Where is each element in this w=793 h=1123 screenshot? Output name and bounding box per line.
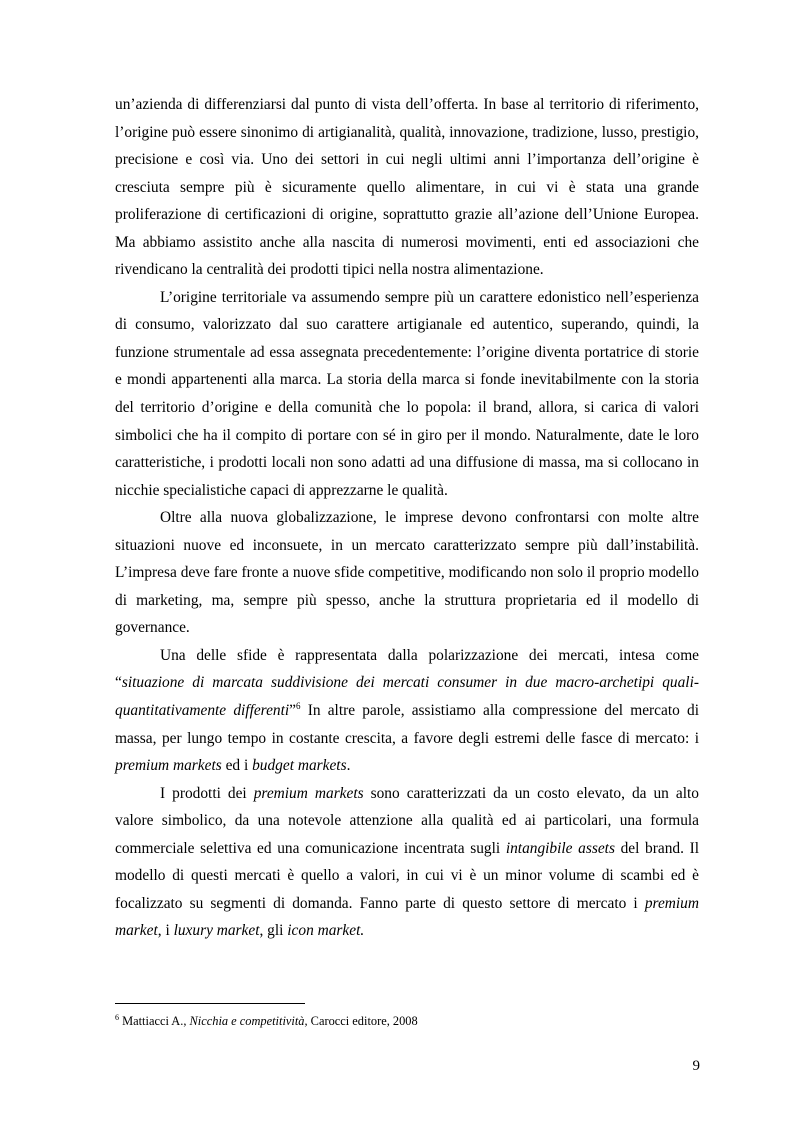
- paragraph-3: Oltre alla nuova globalizzazione, le imprese devono confrontarsi con molte altre situazioni nuove ed inconsuete, in un mercato caratterizzato sempre più dall’instabilità. L’impresa deve fare fronte a nuove sfide competitive, modificando non solo il proprio modello di marketing, ma, sempre più spesso, anche la struttura proprietaria ed il modello di governance.: [115, 509, 699, 637]
- page-number: 9: [692, 1058, 700, 1074]
- p5-text-3: del brand. Il modello di questi mercati è quello a valori, in cui vi è un minor volume di scambi ed è focalizzato su segmenti di domanda. Fanno parte di questo settore di mercato i: [115, 839, 700, 912]
- p4-term-premium: premium markets: [115, 757, 222, 775]
- p5-italic-2: intangibile assets: [505, 839, 615, 857]
- paragraph-5: [115, 780, 699, 945]
- p5-italic-1: premium markets: [253, 784, 364, 802]
- p4-lead: Una delle sfide è rappresentata dalla polarizzazione dei mercati, intesa come “: [115, 646, 699, 692]
- body-text: [115, 91, 699, 945]
- p4-and: ed i: [221, 757, 253, 775]
- paragraph-4: [115, 642, 699, 780]
- p5-italic-3: premium market: [115, 894, 699, 940]
- footnote-divider: [115, 1003, 305, 1004]
- p5-text-4: , i: [157, 922, 174, 940]
- p4-end: .: [346, 757, 351, 775]
- p5-text-2: sono caratterizzati da un costo elevato, da un alto valore simbolico, da una notevole attenzione alla qualità ed ai particolari, una formula commerciale selettiva ed una comunicazione incentrata sugli: [115, 784, 699, 857]
- p4-close-quote: ”: [289, 702, 297, 720]
- footnote-title: Nicchia e competitività,: [189, 1014, 308, 1028]
- p5-italic-5: icon market.: [287, 922, 365, 940]
- paragraph-2: L’origine territoriale va assumendo sempre più un carattere edonistico nell’esperienza di consumo, valorizzato dal suo carattere artigianale ed autentico, superando, quindi, la funzione strumentale ad essa assegnata precedentemente: l’origine diventa portatrice di storie e mondi appartenenti alla marca. La storia della marca si fonde inevitabilmente con la storia del territorio d’origine e della comunità che lo popola: il brand, allora, si carica di valori simbolici che ha il compito di portare con sé in giro per il mondo. Naturalmente, date le loro caratteristiche, i prodotti locali non sono adatti ad una diffusione di massa, ma si collocano in nicchie specialistiche capaci di apprezzarne le qualità.: [115, 288, 699, 499]
- footnote-rest: Carocci editore, 2008: [307, 1014, 418, 1028]
- footnote-author: Mattiacci A.,: [119, 1014, 190, 1028]
- paragraph-1: un’azienda di differenziarsi dal punto di vista dell’offerta. In base al territorio di riferimento, l’origine può essere sinonimo di artigianalità, qualità, innovazione, tradizione, lusso, prestigio, precisione e così via. Uno dei settori in cui negli ultimi anni l’importanza dell’origine è cresciuta sempre più è sicuramente quello alimentare, in cui vi è stata una grande proliferazione di certificazioni di origine, soprattutto grazie all’azione dell’Unione Europea. Ma abbiamo assistito anche alla nascita di numerosi movimenti, enti ed associazioni che rivendicano la centralità dei prodotti tipici nella nostra alimentazione.: [115, 96, 699, 279]
- p4-quote: situazione di marcata suddivisione dei mercati consumer in due macro-archetipi quali-quantitativamente differenti: [115, 674, 699, 720]
- footnote-number: 6: [115, 1012, 119, 1022]
- footnote-ref: 6: [296, 700, 301, 711]
- p5-text-1: I prodotti dei: [160, 784, 254, 802]
- p4-mid: In altre parole, assistiamo alla compressione del mercato di massa, per lungo tempo in costante crescita, a favore degli estremi delle fasce di mercato: i: [115, 702, 699, 747]
- footnote: [115, 1013, 699, 1029]
- p5-text-5: , gli: [259, 922, 288, 940]
- p4-term-budget: budget markets: [252, 757, 347, 775]
- p5-italic-4: luxury market: [173, 922, 260, 940]
